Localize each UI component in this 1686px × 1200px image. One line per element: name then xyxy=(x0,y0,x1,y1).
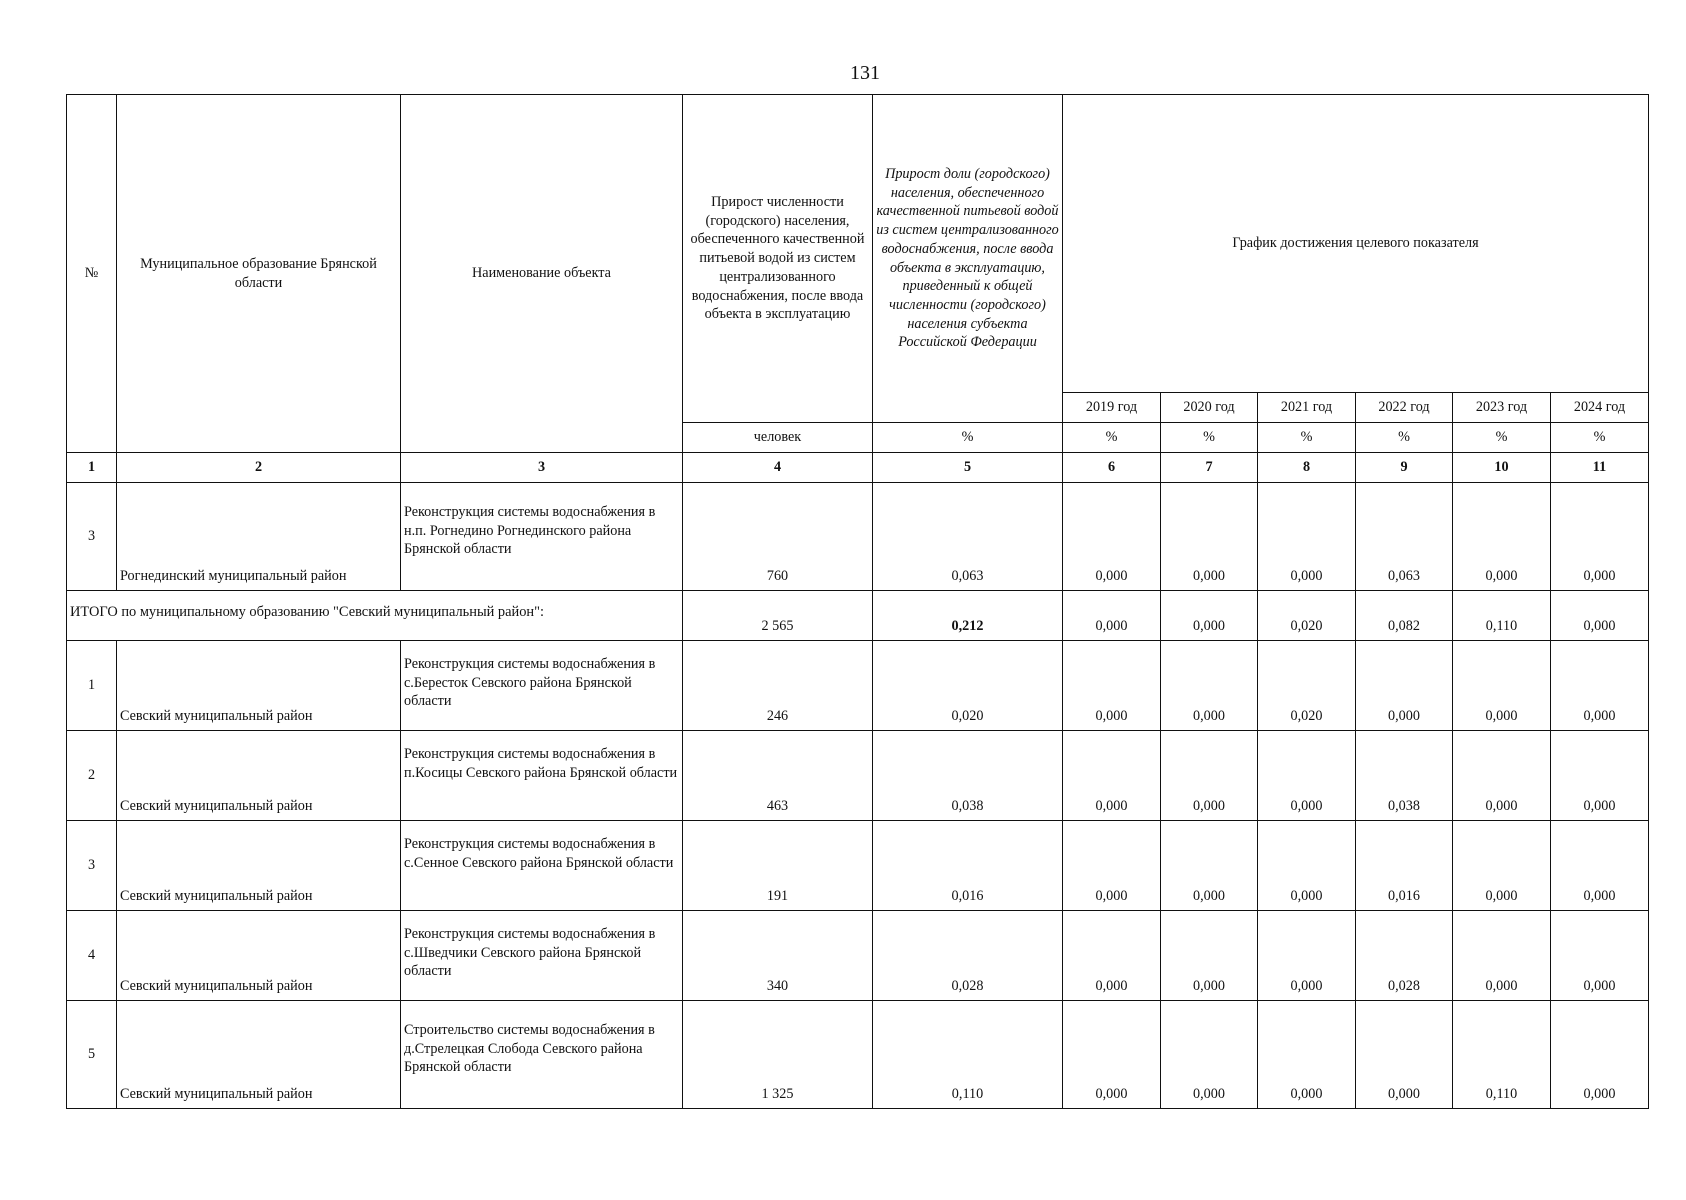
row-value-2021: 0,020 xyxy=(1258,641,1356,731)
total-value-2022: 0,082 xyxy=(1356,591,1453,641)
header-object: Наименование объекта xyxy=(401,95,683,453)
row-people: 1 325 xyxy=(683,1001,873,1109)
row-value-2021: 0,000 xyxy=(1258,483,1356,591)
row-people: 463 xyxy=(683,731,873,821)
row-value-2022: 0,000 xyxy=(1356,641,1453,731)
header-year-2024: 2024 год xyxy=(1551,393,1649,423)
total-share: 0,212 xyxy=(873,591,1063,641)
row-value-2022: 0,028 xyxy=(1356,911,1453,1001)
row-value-2022: 0,038 xyxy=(1356,731,1453,821)
header-year-2019: 2019 год xyxy=(1063,393,1161,423)
row-value-2024: 0,000 xyxy=(1551,641,1649,731)
unit-percent: % xyxy=(1161,423,1258,453)
row-value-2019: 0,000 xyxy=(1063,1001,1161,1109)
header-schedule: График достижения целевого показателя xyxy=(1063,95,1649,393)
row-value-2019: 0,000 xyxy=(1063,483,1161,591)
row-object: Реконструкция системы водоснабжения в с.Береcток Севского района Брянской области xyxy=(401,641,683,731)
row-municipality: Севский муниципальный район xyxy=(117,821,401,911)
column-number: 6 xyxy=(1063,453,1161,483)
table-row xyxy=(67,821,1649,911)
total-label: ИТОГО по муниципальному образованию "Севский муниципальный район": xyxy=(67,591,683,641)
header-growth-share: Прирост доли (городского) населения, обеспеченного качественной питьевой водой из систем централизованного водоснабжения, после ввода объекта в эксплуатацию, приведенный к общей численности (городского) населения субъекта Российской Федерации xyxy=(873,95,1063,423)
row-share: 0,028 xyxy=(873,911,1063,1001)
row-value-2024: 0,000 xyxy=(1551,731,1649,821)
header-municipality: Муниципальное образование Брянской области xyxy=(117,95,401,453)
row-municipality: Рогнединский муниципальный район xyxy=(117,483,401,591)
page-number: 131 xyxy=(850,62,880,84)
table-row xyxy=(67,731,1649,821)
header-year-2020: 2020 год xyxy=(1161,393,1258,423)
header-year-2021: 2021 год xyxy=(1258,393,1356,423)
table-row xyxy=(67,641,1649,731)
row-object: Строительство системы водоснабжения в д.Стрелецкая Слобода Севского района Брянской области xyxy=(401,1001,683,1109)
row-value-2023: 0,000 xyxy=(1453,821,1551,911)
row-value-2020: 0,000 xyxy=(1161,911,1258,1001)
table-row xyxy=(67,1001,1649,1109)
column-number: 2 xyxy=(117,453,401,483)
unit-people: человек xyxy=(683,423,873,453)
row-share: 0,038 xyxy=(873,731,1063,821)
total-value-2019: 0,000 xyxy=(1063,591,1161,641)
table-row xyxy=(67,483,1649,591)
row-value-2019: 0,000 xyxy=(1063,911,1161,1001)
header-year-2023: 2023 год xyxy=(1453,393,1551,423)
header-num: № xyxy=(67,95,117,453)
unit-percent: % xyxy=(1258,423,1356,453)
row-people: 760 xyxy=(683,483,873,591)
unit-percent: % xyxy=(1453,423,1551,453)
row-object: Реконструкция системы водоснабжения в с.Шведчики Севского района Брянской области xyxy=(401,911,683,1001)
column-number: 9 xyxy=(1356,453,1453,483)
row-num: 3 xyxy=(67,821,117,911)
row-value-2024: 0,000 xyxy=(1551,483,1649,591)
row-value-2024: 0,000 xyxy=(1551,911,1649,1001)
row-value-2019: 0,000 xyxy=(1063,731,1161,821)
column-number: 1 xyxy=(67,453,117,483)
row-value-2020: 0,000 xyxy=(1161,483,1258,591)
row-value-2023: 0,000 xyxy=(1453,641,1551,731)
row-people: 340 xyxy=(683,911,873,1001)
row-num: 1 xyxy=(67,641,117,731)
row-value-2020: 0,000 xyxy=(1161,731,1258,821)
row-num: 4 xyxy=(67,911,117,1001)
row-value-2023: 0,110 xyxy=(1453,1001,1551,1109)
row-value-2020: 0,000 xyxy=(1161,821,1258,911)
unit-percent: % xyxy=(1356,423,1453,453)
unit-percent: % xyxy=(873,423,1063,453)
row-value-2020: 0,000 xyxy=(1161,641,1258,731)
row-value-2021: 0,000 xyxy=(1258,821,1356,911)
row-object: Реконструкция системы водоснабжения в с.Сенное Севского района Брянской области xyxy=(401,821,683,911)
column-number: 4 xyxy=(683,453,873,483)
column-number: 5 xyxy=(873,453,1063,483)
row-people: 246 xyxy=(683,641,873,731)
row-people: 191 xyxy=(683,821,873,911)
water-supply-table xyxy=(66,94,1649,1109)
row-num: 3 xyxy=(67,483,117,591)
row-object: Реконструкция системы водоснабжения в п.Косицы Севского района Брянской области xyxy=(401,731,683,821)
row-municipality: Севский муниципальный район xyxy=(117,911,401,1001)
row-value-2019: 0,000 xyxy=(1063,641,1161,731)
row-municipality: Севский муниципальный район xyxy=(117,731,401,821)
total-row xyxy=(67,591,1649,641)
column-number-row xyxy=(67,453,1649,483)
row-num: 5 xyxy=(67,1001,117,1109)
row-num: 2 xyxy=(67,731,117,821)
row-value-2024: 0,000 xyxy=(1551,821,1649,911)
row-value-2021: 0,000 xyxy=(1258,1001,1356,1109)
row-value-2023: 0,000 xyxy=(1453,911,1551,1001)
row-object: Реконструкция системы водоснабжения в н.п. Рогнедино Рогнединского района Брянской области xyxy=(401,483,683,591)
row-value-2021: 0,000 xyxy=(1258,731,1356,821)
total-value-2023: 0,110 xyxy=(1453,591,1551,641)
row-municipality: Севский муниципальный район xyxy=(117,1001,401,1109)
header-year-2022: 2022 год xyxy=(1356,393,1453,423)
total-value-2021: 0,020 xyxy=(1258,591,1356,641)
row-value-2019: 0,000 xyxy=(1063,821,1161,911)
row-value-2022: 0,063 xyxy=(1356,483,1453,591)
total-value-2024: 0,000 xyxy=(1551,591,1649,641)
row-share: 0,063 xyxy=(873,483,1063,591)
column-number: 8 xyxy=(1258,453,1356,483)
column-number: 11 xyxy=(1551,453,1649,483)
unit-percent: % xyxy=(1551,423,1649,453)
row-value-2021: 0,000 xyxy=(1258,911,1356,1001)
header-growth-count: Прирост численности (городского) населения, обеспеченного качественной питьевой водой из систем централизованного водоснабжения, после ввода объекта в эксплуатацию xyxy=(683,95,873,423)
row-value-2023: 0,000 xyxy=(1453,731,1551,821)
column-number: 7 xyxy=(1161,453,1258,483)
row-share: 0,016 xyxy=(873,821,1063,911)
total-value-2020: 0,000 xyxy=(1161,591,1258,641)
row-value-2022: 0,000 xyxy=(1356,1001,1453,1109)
row-share: 0,110 xyxy=(873,1001,1063,1109)
unit-percent: % xyxy=(1063,423,1161,453)
table-row xyxy=(67,911,1649,1001)
column-number: 3 xyxy=(401,453,683,483)
row-value-2020: 0,000 xyxy=(1161,1001,1258,1109)
row-value-2022: 0,016 xyxy=(1356,821,1453,911)
row-value-2024: 0,000 xyxy=(1551,1001,1649,1109)
row-municipality: Севский муниципальный район xyxy=(117,641,401,731)
column-number: 10 xyxy=(1453,453,1551,483)
row-value-2023: 0,000 xyxy=(1453,483,1551,591)
row-share: 0,020 xyxy=(873,641,1063,731)
total-people: 2 565 xyxy=(683,591,873,641)
